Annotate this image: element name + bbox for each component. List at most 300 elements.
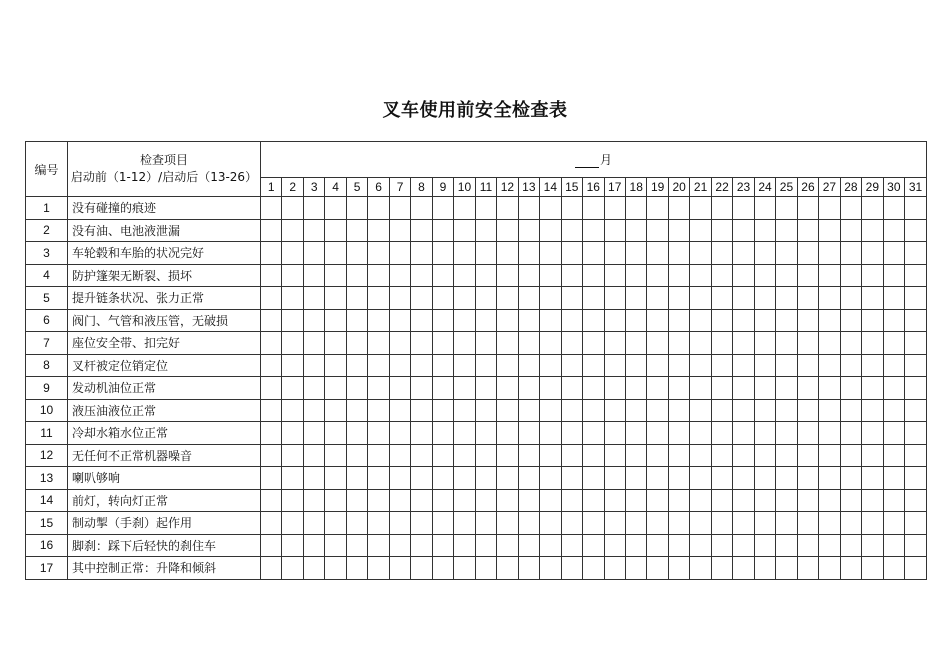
check-cell[interactable] [303,557,324,580]
check-cell[interactable] [411,422,432,445]
check-cell[interactable] [454,422,475,445]
check-cell[interactable] [518,242,539,265]
check-cell[interactable] [282,399,303,422]
check-cell[interactable] [668,422,689,445]
check-cell[interactable] [497,287,518,310]
check-cell[interactable] [797,467,818,490]
check-cell[interactable] [776,444,797,467]
check-cell[interactable] [475,489,496,512]
check-cell[interactable] [475,309,496,332]
check-cell[interactable] [604,197,625,220]
check-cell[interactable] [325,489,346,512]
check-cell[interactable] [518,489,539,512]
check-cell[interactable] [518,399,539,422]
check-cell[interactable] [368,354,389,377]
check-cell[interactable] [647,287,668,310]
check-cell[interactable] [389,377,410,400]
check-cell[interactable] [819,444,840,467]
check-cell[interactable] [282,264,303,287]
check-cell[interactable] [625,557,646,580]
check-cell[interactable] [389,422,410,445]
check-cell[interactable] [862,557,883,580]
check-cell[interactable] [668,219,689,242]
check-cell[interactable] [368,467,389,490]
check-cell[interactable] [733,489,754,512]
check-cell[interactable] [733,534,754,557]
check-cell[interactable] [561,422,582,445]
check-cell[interactable] [583,422,604,445]
check-cell[interactable] [625,534,646,557]
check-cell[interactable] [432,557,453,580]
check-cell[interactable] [325,264,346,287]
check-cell[interactable] [454,309,475,332]
check-cell[interactable] [647,557,668,580]
check-cell[interactable] [733,467,754,490]
check-cell[interactable] [540,309,561,332]
check-cell[interactable] [518,512,539,535]
check-cell[interactable] [754,377,775,400]
check-cell[interactable] [475,534,496,557]
check-cell[interactable] [518,444,539,467]
month-blank[interactable] [575,155,599,168]
check-cell[interactable] [475,377,496,400]
check-cell[interactable] [840,242,861,265]
check-cell[interactable] [454,512,475,535]
check-cell[interactable] [411,287,432,310]
check-cell[interactable] [754,242,775,265]
check-cell[interactable] [432,242,453,265]
check-cell[interactable] [647,332,668,355]
check-cell[interactable] [754,332,775,355]
check-cell[interactable] [389,264,410,287]
check-cell[interactable] [797,422,818,445]
check-cell[interactable] [711,287,732,310]
check-cell[interactable] [561,377,582,400]
check-cell[interactable] [389,489,410,512]
check-cell[interactable] [905,332,927,355]
check-cell[interactable] [368,242,389,265]
check-cell[interactable] [905,377,927,400]
check-cell[interactable] [325,219,346,242]
check-cell[interactable] [432,377,453,400]
check-cell[interactable] [840,489,861,512]
check-cell[interactable] [583,309,604,332]
check-cell[interactable] [883,444,904,467]
check-cell[interactable] [303,444,324,467]
check-cell[interactable] [583,287,604,310]
check-cell[interactable] [604,444,625,467]
check-cell[interactable] [883,467,904,490]
check-cell[interactable] [518,264,539,287]
check-cell[interactable] [840,332,861,355]
check-cell[interactable] [303,242,324,265]
check-cell[interactable] [754,489,775,512]
check-cell[interactable] [411,309,432,332]
check-cell[interactable] [497,489,518,512]
check-cell[interactable] [668,399,689,422]
check-cell[interactable] [303,422,324,445]
check-cell[interactable] [475,444,496,467]
check-cell[interactable] [561,399,582,422]
check-cell[interactable] [883,534,904,557]
check-cell[interactable] [282,557,303,580]
check-cell[interactable] [325,332,346,355]
check-cell[interactable] [583,197,604,220]
check-cell[interactable] [776,332,797,355]
check-cell[interactable] [475,242,496,265]
check-cell[interactable] [905,422,927,445]
check-cell[interactable] [540,399,561,422]
check-cell[interactable] [819,489,840,512]
check-cell[interactable] [432,534,453,557]
check-cell[interactable] [819,399,840,422]
check-cell[interactable] [604,467,625,490]
check-cell[interactable] [261,242,282,265]
check-cell[interactable] [432,444,453,467]
check-cell[interactable] [389,557,410,580]
check-cell[interactable] [625,399,646,422]
check-cell[interactable] [733,512,754,535]
check-cell[interactable] [583,557,604,580]
check-cell[interactable] [604,399,625,422]
check-cell[interactable] [711,242,732,265]
check-cell[interactable] [883,512,904,535]
check-cell[interactable] [668,377,689,400]
check-cell[interactable] [883,557,904,580]
check-cell[interactable] [368,534,389,557]
check-cell[interactable] [583,467,604,490]
check-cell[interactable] [647,354,668,377]
check-cell[interactable] [325,309,346,332]
check-cell[interactable] [776,557,797,580]
check-cell[interactable] [261,377,282,400]
check-cell[interactable] [625,377,646,400]
check-cell[interactable] [282,309,303,332]
check-cell[interactable] [325,377,346,400]
check-cell[interactable] [518,377,539,400]
check-cell[interactable] [346,242,367,265]
check-cell[interactable] [604,422,625,445]
check-cell[interactable] [625,197,646,220]
check-cell[interactable] [625,489,646,512]
check-cell[interactable] [625,332,646,355]
check-cell[interactable] [261,219,282,242]
check-cell[interactable] [561,264,582,287]
check-cell[interactable] [368,557,389,580]
check-cell[interactable] [711,534,732,557]
check-cell[interactable] [862,197,883,220]
check-cell[interactable] [711,377,732,400]
check-cell[interactable] [561,467,582,490]
check-cell[interactable] [862,332,883,355]
check-cell[interactable] [583,332,604,355]
check-cell[interactable] [711,512,732,535]
check-cell[interactable] [797,399,818,422]
check-cell[interactable] [282,534,303,557]
check-cell[interactable] [840,444,861,467]
check-cell[interactable] [261,422,282,445]
check-cell[interactable] [819,377,840,400]
check-cell[interactable] [905,467,927,490]
check-cell[interactable] [518,467,539,490]
check-cell[interactable] [690,332,711,355]
check-cell[interactable] [840,197,861,220]
check-cell[interactable] [561,287,582,310]
check-cell[interactable] [711,557,732,580]
check-cell[interactable] [346,377,367,400]
check-cell[interactable] [819,512,840,535]
check-cell[interactable] [905,197,927,220]
check-cell[interactable] [647,534,668,557]
check-cell[interactable] [303,534,324,557]
check-cell[interactable] [261,197,282,220]
check-cell[interactable] [754,422,775,445]
check-cell[interactable] [475,197,496,220]
check-cell[interactable] [303,332,324,355]
check-cell[interactable] [432,512,453,535]
check-cell[interactable] [325,197,346,220]
check-cell[interactable] [561,332,582,355]
check-cell[interactable] [883,287,904,310]
check-cell[interactable] [282,512,303,535]
check-cell[interactable] [819,197,840,220]
check-cell[interactable] [711,444,732,467]
check-cell[interactable] [432,287,453,310]
check-cell[interactable] [411,354,432,377]
check-cell[interactable] [497,444,518,467]
check-cell[interactable] [432,197,453,220]
check-cell[interactable] [905,219,927,242]
check-cell[interactable] [604,287,625,310]
check-cell[interactable] [540,467,561,490]
check-cell[interactable] [711,399,732,422]
check-cell[interactable] [711,219,732,242]
check-cell[interactable] [411,557,432,580]
check-cell[interactable] [261,287,282,310]
check-cell[interactable] [733,422,754,445]
check-cell[interactable] [647,467,668,490]
check-cell[interactable] [475,399,496,422]
check-cell[interactable] [625,264,646,287]
check-cell[interactable] [583,399,604,422]
check-cell[interactable] [497,557,518,580]
check-cell[interactable] [368,197,389,220]
check-cell[interactable] [711,467,732,490]
check-cell[interactable] [389,512,410,535]
check-cell[interactable] [797,197,818,220]
check-cell[interactable] [432,332,453,355]
check-cell[interactable] [819,264,840,287]
check-cell[interactable] [668,489,689,512]
check-cell[interactable] [862,354,883,377]
check-cell[interactable] [690,197,711,220]
check-cell[interactable] [754,219,775,242]
check-cell[interactable] [905,489,927,512]
check-cell[interactable] [497,467,518,490]
check-cell[interactable] [282,242,303,265]
check-cell[interactable] [905,354,927,377]
check-cell[interactable] [389,197,410,220]
check-cell[interactable] [518,309,539,332]
check-cell[interactable] [819,242,840,265]
check-cell[interactable] [862,512,883,535]
check-cell[interactable] [303,197,324,220]
check-cell[interactable] [346,264,367,287]
check-cell[interactable] [432,309,453,332]
check-cell[interactable] [883,197,904,220]
check-cell[interactable] [819,354,840,377]
check-cell[interactable] [540,489,561,512]
check-cell[interactable] [368,332,389,355]
check-cell[interactable] [862,489,883,512]
check-cell[interactable] [883,422,904,445]
check-cell[interactable] [454,399,475,422]
check-cell[interactable] [261,354,282,377]
check-cell[interactable] [776,309,797,332]
check-cell[interactable] [797,309,818,332]
check-cell[interactable] [690,489,711,512]
check-cell[interactable] [540,354,561,377]
check-cell[interactable] [819,422,840,445]
check-cell[interactable] [540,219,561,242]
check-cell[interactable] [454,264,475,287]
check-cell[interactable] [303,512,324,535]
check-cell[interactable] [282,489,303,512]
check-cell[interactable] [733,309,754,332]
check-cell[interactable] [819,557,840,580]
check-cell[interactable] [389,354,410,377]
check-cell[interactable] [647,219,668,242]
check-cell[interactable] [754,512,775,535]
check-cell[interactable] [475,422,496,445]
check-cell[interactable] [668,512,689,535]
check-cell[interactable] [454,444,475,467]
check-cell[interactable] [840,467,861,490]
check-cell[interactable] [411,242,432,265]
check-cell[interactable] [711,264,732,287]
check-cell[interactable] [261,399,282,422]
check-cell[interactable] [261,444,282,467]
check-cell[interactable] [475,467,496,490]
check-cell[interactable] [261,534,282,557]
check-cell[interactable] [346,399,367,422]
check-cell[interactable] [389,309,410,332]
check-cell[interactable] [776,219,797,242]
check-cell[interactable] [819,287,840,310]
check-cell[interactable] [668,354,689,377]
check-cell[interactable] [797,264,818,287]
check-cell[interactable] [776,197,797,220]
check-cell[interactable] [625,444,646,467]
check-cell[interactable] [668,444,689,467]
check-cell[interactable] [282,332,303,355]
check-cell[interactable] [776,467,797,490]
check-cell[interactable] [733,242,754,265]
check-cell[interactable] [883,219,904,242]
check-cell[interactable] [261,264,282,287]
check-cell[interactable] [797,512,818,535]
check-cell[interactable] [819,467,840,490]
check-cell[interactable] [454,197,475,220]
check-cell[interactable] [754,264,775,287]
check-cell[interactable] [303,264,324,287]
check-cell[interactable] [540,264,561,287]
check-cell[interactable] [389,467,410,490]
check-cell[interactable] [711,197,732,220]
check-cell[interactable] [690,444,711,467]
check-cell[interactable] [583,219,604,242]
check-cell[interactable] [261,332,282,355]
check-cell[interactable] [883,489,904,512]
check-cell[interactable] [497,399,518,422]
check-cell[interactable] [840,309,861,332]
check-cell[interactable] [604,219,625,242]
check-cell[interactable] [862,399,883,422]
check-cell[interactable] [754,444,775,467]
check-cell[interactable] [647,242,668,265]
check-cell[interactable] [261,489,282,512]
check-cell[interactable] [346,197,367,220]
check-cell[interactable] [282,377,303,400]
check-cell[interactable] [518,557,539,580]
check-cell[interactable] [776,287,797,310]
check-cell[interactable] [733,264,754,287]
check-cell[interactable] [625,354,646,377]
check-cell[interactable] [389,287,410,310]
check-cell[interactable] [346,534,367,557]
check-cell[interactable] [905,287,927,310]
check-cell[interactable] [883,332,904,355]
check-cell[interactable] [475,264,496,287]
check-cell[interactable] [690,512,711,535]
check-cell[interactable] [389,399,410,422]
check-cell[interactable] [497,377,518,400]
check-cell[interactable] [733,444,754,467]
check-cell[interactable] [583,444,604,467]
check-cell[interactable] [303,377,324,400]
check-cell[interactable] [282,422,303,445]
check-cell[interactable] [282,467,303,490]
check-cell[interactable] [454,377,475,400]
check-cell[interactable] [411,489,432,512]
check-cell[interactable] [411,534,432,557]
check-cell[interactable] [733,399,754,422]
check-cell[interactable] [690,242,711,265]
check-cell[interactable] [754,467,775,490]
check-cell[interactable] [797,219,818,242]
check-cell[interactable] [411,332,432,355]
check-cell[interactable] [432,422,453,445]
check-cell[interactable] [690,354,711,377]
check-cell[interactable] [261,557,282,580]
check-cell[interactable] [819,534,840,557]
check-cell[interactable] [368,219,389,242]
check-cell[interactable] [625,422,646,445]
check-cell[interactable] [325,444,346,467]
check-cell[interactable] [411,197,432,220]
check-cell[interactable] [625,287,646,310]
check-cell[interactable] [561,354,582,377]
check-cell[interactable] [668,309,689,332]
check-cell[interactable] [690,219,711,242]
check-cell[interactable] [261,512,282,535]
check-cell[interactable] [625,219,646,242]
check-cell[interactable] [668,534,689,557]
check-cell[interactable] [711,422,732,445]
month-header[interactable] [261,142,927,178]
check-cell[interactable] [690,309,711,332]
check-cell[interactable] [389,534,410,557]
